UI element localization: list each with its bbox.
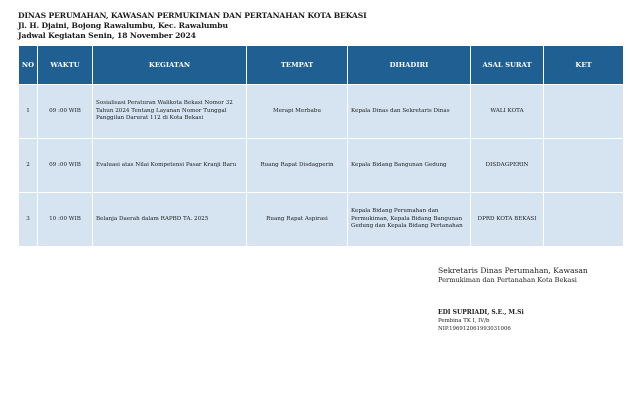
cell-asal-surat: WALI KOTA — [471, 85, 544, 139]
col-tempat: TEMPAT — [247, 46, 348, 85]
col-no: NO — [19, 46, 38, 85]
signatory-name: EDI SUPRIADI, S.E., M.Si — [438, 309, 524, 316]
cell-asal-surat: DPRD KOTA BEKASI — [471, 193, 544, 247]
cell-dihadiri: Kepala Bidang Perumahan dan Permukiman, Kepala Bidang Bangunan Gedung dan Kepala Bidang Pertanahan — [348, 193, 471, 247]
signatory-rank: Pembina TK I, IV/b — [438, 318, 490, 324]
schedule-table — [18, 45, 624, 247]
agency-title: DINAS PERUMAHAN, KAWASAN PERMUKIMAN DAN PERTANAHAN KOTA BEKASI — [18, 11, 367, 20]
document-header — [18, 11, 367, 41]
col-dihadiri: DIHADIRI — [348, 46, 471, 85]
col-ket: KET — [544, 46, 624, 85]
col-asal-surat: ASAL SURAT — [471, 46, 544, 85]
cell-ket — [544, 85, 624, 139]
cell-waktu: 09 :00 WIB — [38, 139, 93, 193]
cell-dihadiri: Kepala Bidang Bangunan Gedung — [348, 139, 471, 193]
cell-tempat: Merapi Merbabu — [247, 85, 348, 139]
signature-block — [438, 266, 588, 333]
cell-no: 2 — [19, 139, 38, 193]
col-waktu: WAKTU — [38, 46, 93, 85]
cell-dihadiri: Kepala Dinas dan Sekretaris Dinas — [348, 85, 471, 139]
cell-kegiatan: Sosialisasi Peraturan Walikota Bekasi Nomor 32 Tahun 2024 Tentang Layanan Nomor Tunggal Panggilan Darurat 112 di Kota Bekasi — [93, 85, 247, 139]
cell-no: 1 — [19, 85, 38, 139]
cell-kegiatan: Evaluasi atas Nilai Kompetensi Pasar Kranji Baru — [93, 139, 247, 193]
cell-waktu: 10 :00 WIB — [38, 193, 93, 247]
cell-waktu: 09 :00 WIB — [38, 85, 93, 139]
cell-ket — [544, 139, 624, 193]
table-row — [19, 193, 624, 247]
signatory-role-line2: Permukiman dan Pertanahan Kota Bekasi — [438, 276, 577, 284]
table-header-row — [19, 46, 624, 85]
signatory-nip: NIP.196912061993031006 — [438, 326, 511, 332]
cell-tempat: Ruang Rapat Disdagperin — [247, 139, 348, 193]
cell-no: 3 — [19, 193, 38, 247]
cell-kegiatan: Belanja Daerah dalam RAPBD TA. 2025 — [93, 193, 247, 247]
cell-tempat: Ruang Rapat Aspirasi — [247, 193, 348, 247]
cell-ket — [544, 193, 624, 247]
agency-address: Jl. H. Djaini, Bojong Rawalumbu, Kec. Rawalumbu — [18, 21, 228, 30]
table-row — [19, 139, 624, 193]
signatory-role-line1: Sekretaris Dinas Perumahan, Kawasan — [438, 266, 588, 275]
table-row — [19, 85, 624, 139]
col-kegiatan: KEGIATAN — [93, 46, 247, 85]
cell-asal-surat: DISDAGPERIN — [471, 139, 544, 193]
schedule-date: Jadwal Kegiatan Senin, 18 November 2024 — [18, 31, 196, 40]
